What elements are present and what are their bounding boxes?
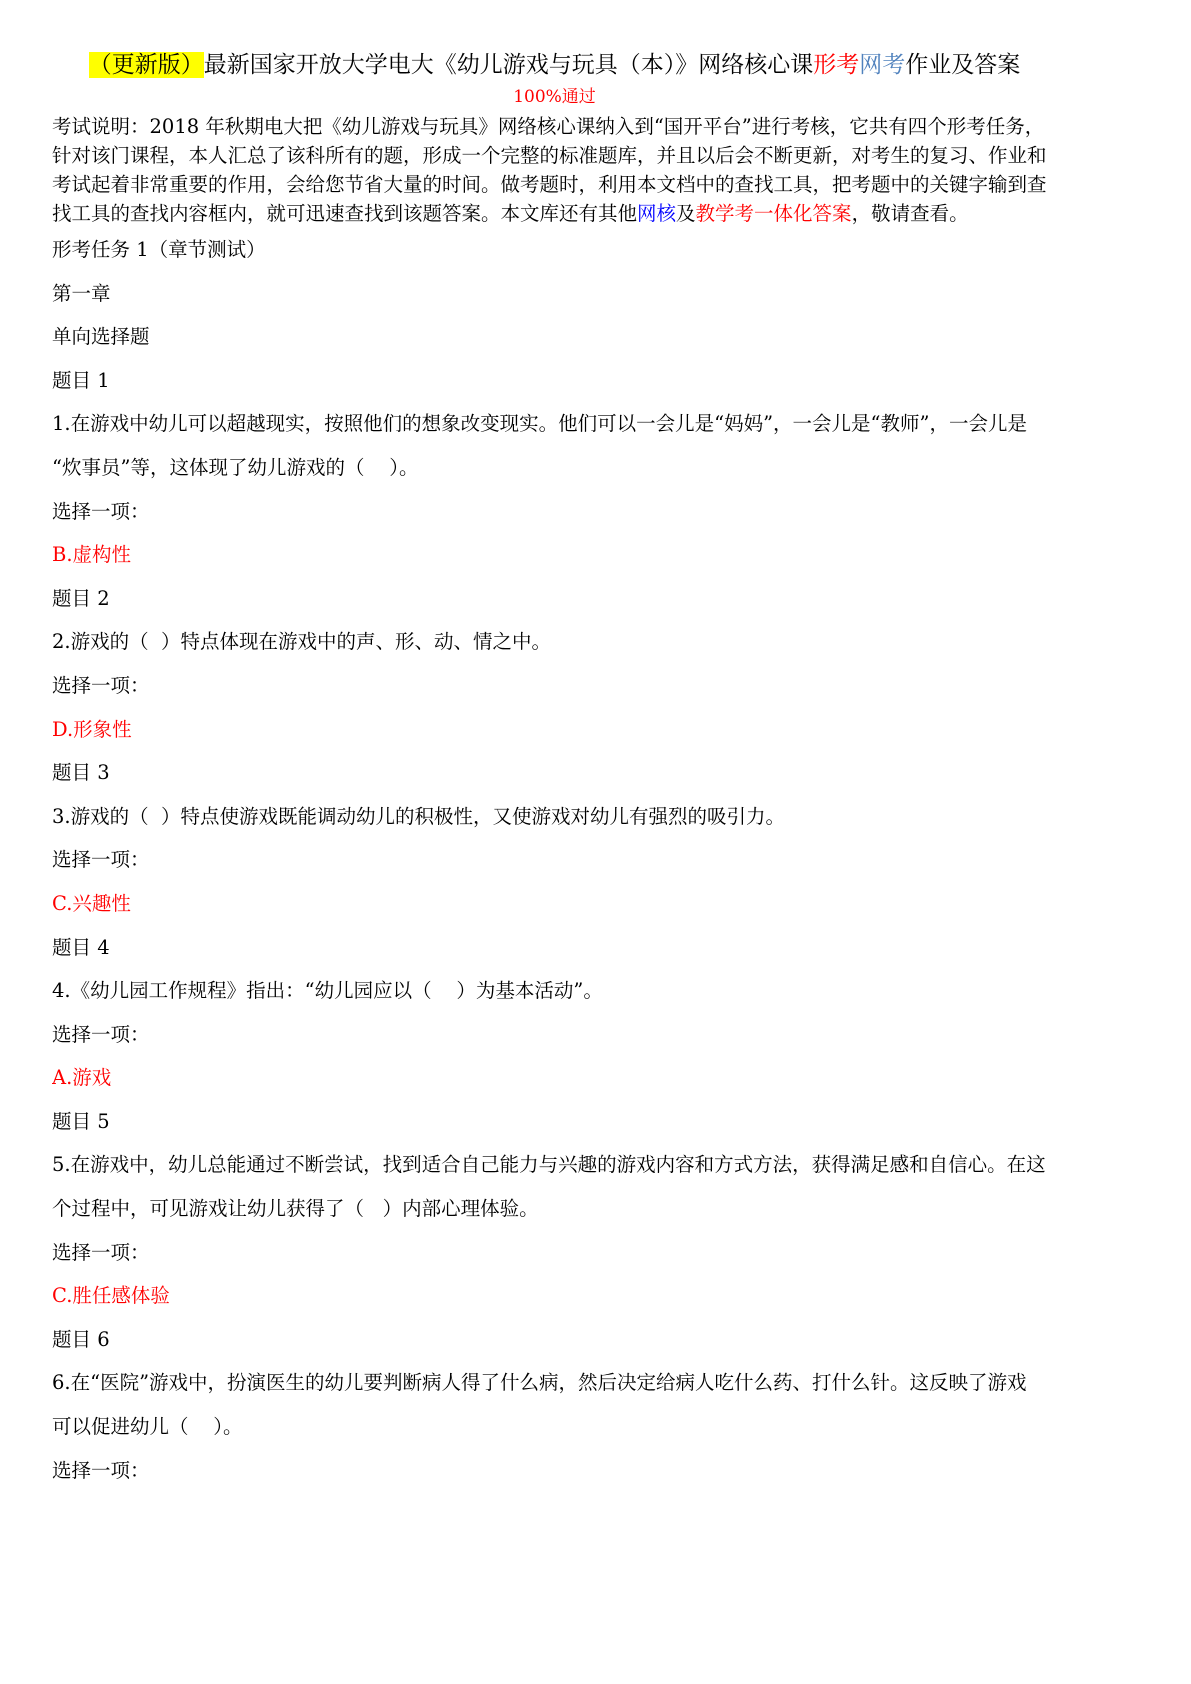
question-prompt: 选择一项： bbox=[52, 1458, 150, 1482]
question-answer: D.形象性 bbox=[52, 717, 132, 741]
intro-blue-text: 网核 bbox=[637, 202, 677, 225]
question-text: 4.《幼儿园工作规程》指出：“幼儿园应以（ ）为基本活动”。 bbox=[52, 979, 603, 1003]
intro-last-line bbox=[52, 199, 1142, 228]
question-block-3 bbox=[52, 751, 1142, 925]
question-label: 题目 5 bbox=[52, 1109, 110, 1133]
intro-text-middle: 及 bbox=[676, 202, 696, 225]
title-main-text: 最新国家开放大学电大《幼儿游戏与玩具（本）》网络核心课 bbox=[203, 52, 814, 78]
question-label: 题目 4 bbox=[52, 935, 110, 959]
intro-line: 考试说明：2018 年秋期电大把《幼儿游戏与玩具》网络核心课纳入到“国开平台”进行考核，它共有四个形考任务， bbox=[52, 115, 1045, 138]
question-prompt: 选择一项： bbox=[52, 499, 150, 523]
task-heading: 形考任务 1（章节测试） bbox=[52, 238, 266, 261]
intro-line: 考试起着非常重要的作用，会给您节省大量的时间。做考题时，利用本文档中的查找工具，把考题中的关键字输到查 bbox=[52, 173, 1047, 196]
question-prompt: 选择一项： bbox=[52, 673, 150, 697]
document-subtitle: 100%通过 bbox=[513, 87, 596, 107]
question-label: 题目 3 bbox=[52, 761, 110, 785]
question-text: 3.游戏的（ ）特点使游戏既能调动幼儿的积极性，又使游戏对幼儿有强烈的吸引力。 bbox=[52, 804, 786, 828]
question-prompt: 选择一项： bbox=[52, 848, 150, 872]
intro-text-before: 找工具的查找内容框内，就可迅速查找到该题答案。本文库还有其他 bbox=[52, 202, 638, 225]
title-blue-text: 网考 bbox=[859, 52, 906, 78]
question-text: 2.游戏的（ ）特点体现在游戏中的声、形、动、情之中。 bbox=[52, 630, 552, 654]
exam-description bbox=[52, 112, 1142, 228]
title-red-text: 形考 bbox=[813, 52, 860, 78]
question-answer: C.兴趣性 bbox=[52, 891, 131, 915]
title-highlight-tag: （更新版） bbox=[88, 52, 204, 78]
question-answer: A.游戏 bbox=[52, 1066, 112, 1090]
question-text: 可以促进幼儿（ ）。 bbox=[52, 1415, 243, 1439]
question-type-heading: 单向选择题 bbox=[52, 325, 150, 349]
question-prompt: 选择一项： bbox=[52, 1022, 150, 1046]
question-list bbox=[52, 228, 1142, 1492]
question-block-1 bbox=[52, 359, 1142, 577]
document-title bbox=[52, 50, 1057, 80]
intro-line: 针对该门课程，本人汇总了该科所有的题，形成一个完整的标准题库，并且以后会不断更新，对考生的复习、作业和 bbox=[52, 144, 1047, 167]
question-answer: B.虚构性 bbox=[52, 543, 132, 567]
question-prompt: 选择一项： bbox=[52, 1240, 150, 1264]
title-tail-text: 作业及答案 bbox=[905, 52, 1021, 78]
question-label: 题目 6 bbox=[52, 1327, 110, 1351]
question-text: 1.在游戏中幼儿可以超越现实，按照他们的想象改变现实。他们可以一会儿是“妈妈”，一会儿是“教师”，一会儿是 bbox=[52, 412, 1027, 436]
question-text: 6.在“医院”游戏中，扮演医生的幼儿要判断病人得了什么病，然后决定给病人吃什么药、打什么针。这反映了游戏 bbox=[52, 1371, 1027, 1395]
intro-red-text: 教学考一体化答案 bbox=[695, 202, 852, 225]
question-label: 题目 1 bbox=[52, 368, 110, 392]
intro-text-after: ，敬请查看。 bbox=[851, 202, 969, 225]
question-text: “炊事员”等，这体现了幼儿游戏的（ ）。 bbox=[52, 455, 419, 479]
chapter-heading: 第一章 bbox=[52, 281, 111, 305]
question-answer: C.胜任感体验 bbox=[52, 1284, 170, 1308]
question-text: 个过程中，可见游戏让幼儿获得了（ ）内部心理体验。 bbox=[52, 1197, 539, 1221]
question-label: 题目 2 bbox=[52, 586, 110, 610]
question-block-2 bbox=[52, 577, 1142, 751]
question-block-6 bbox=[52, 1318, 1142, 1492]
question-text: 5.在游戏中，幼儿总能通过不断尝试，找到适合自己能力与兴趣的游戏内容和方式方法，获得满足感和自信心。在这 bbox=[52, 1153, 1046, 1177]
question-block-4 bbox=[52, 926, 1142, 1100]
question-block-5 bbox=[52, 1100, 1142, 1318]
